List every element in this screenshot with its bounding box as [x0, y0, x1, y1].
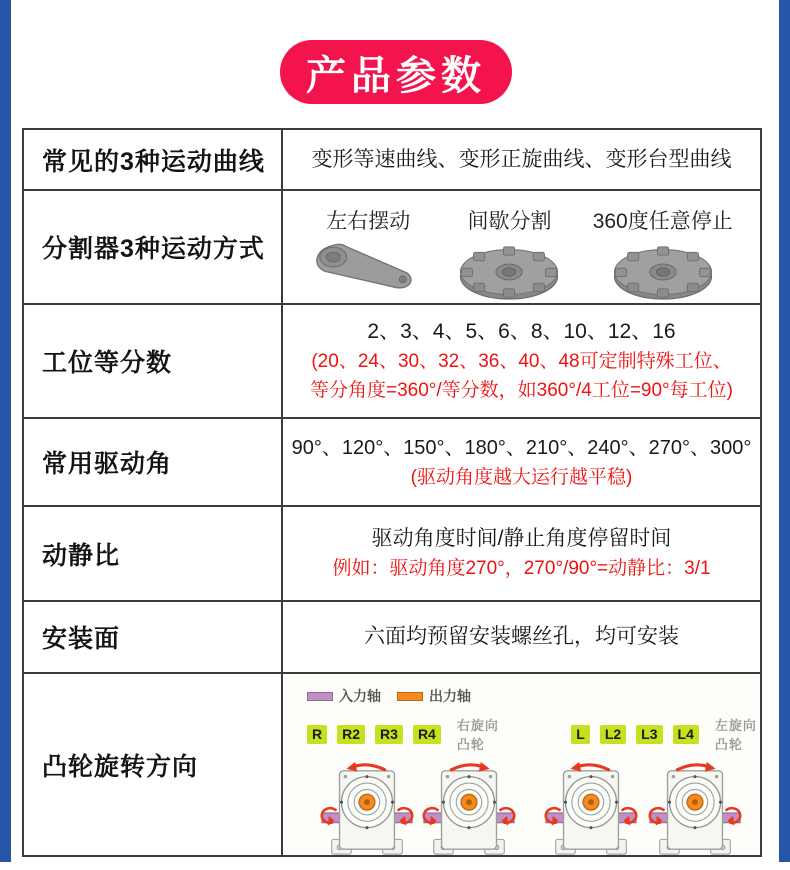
mounting-face-value: 六面均预留安装螺丝孔，均可安装 [364, 625, 679, 648]
row-value-motion-curves [283, 130, 760, 191]
product-parameters-table [22, 128, 762, 857]
cam-code-chip: L3 [636, 725, 662, 744]
output-shaft-swatch [397, 692, 423, 701]
motion-mode-intermittent [453, 205, 565, 305]
cam-rotation-diagram [283, 674, 760, 855]
motion-caption: 360度任意停止 [592, 210, 733, 233]
row-label-cam-rotation: 凸轮旋转方向 [24, 674, 283, 855]
row-label-mounting-face: 安装面 [24, 602, 283, 674]
motion-caption: 间歇分割 [467, 210, 552, 233]
station-divisions-note: (20、24、30、32、36、40、48可定制特殊工位、 [311, 351, 732, 372]
motion-caption: 左右摆动 [326, 210, 411, 233]
row-value-mounting-face [283, 602, 760, 674]
cam-code-rows [307, 715, 760, 753]
shaft-legend [307, 686, 760, 706]
input-shaft-label: 入力轴 [339, 688, 381, 704]
cam-code-chip: R2 [337, 725, 365, 744]
gear-unit-icon [543, 759, 639, 861]
gear-units-row [319, 759, 760, 861]
gear-unit-icon [647, 759, 743, 861]
section-title-badge [280, 40, 512, 104]
cam-code-chip: R3 [375, 725, 403, 744]
right-hand-cam-group [307, 715, 501, 753]
cam-code-chip: L2 [600, 725, 626, 744]
row-label-motion-modes: 分割器3种运动方式 [24, 191, 283, 305]
station-divisions-note: 等分角度=360°/等分数，如360°/4工位=90°每工位) [310, 380, 733, 401]
row-value-drive-angles [283, 419, 760, 507]
drive-angles-note: (驱动角度越大运行越平稳) [410, 466, 633, 488]
right-accent-bar [779, 0, 790, 862]
right-hand-cam-caption: 右旋向凸轮 [456, 718, 499, 752]
dwell-ratio-note: 例如：驱动角度270°，270°/90°=动静比：3/1 [332, 558, 711, 579]
output-shaft-label: 出力轴 [429, 688, 471, 704]
row-value-motion-modes [283, 191, 760, 305]
left-hand-cam-group [571, 715, 760, 753]
swing-arm-icon [310, 239, 426, 293]
left-hand-cam-caption: 左旋向凸轮 [714, 718, 757, 752]
motion-mode-swing [310, 205, 426, 293]
row-value-station-divisions [283, 305, 760, 419]
row-label-drive-angles: 常用驱动角 [24, 419, 283, 507]
left-accent-bar [0, 0, 11, 862]
input-shaft-swatch [307, 692, 333, 701]
cam-code-chip: R4 [413, 725, 441, 744]
row-label-station-divisions: 工位等分数 [24, 305, 283, 419]
index-disc-icon [453, 239, 565, 305]
dwell-ratio-value: 驱动角度时间/静止角度停留时间 [371, 527, 672, 550]
row-label-motion-curves: 常见的3种运动曲线 [24, 130, 283, 191]
station-divisions-value: 2、3、4、5、6、8、10、12、16 [367, 320, 676, 343]
page-title: 产品参数 [306, 53, 486, 98]
gear-unit-icon [319, 759, 415, 861]
cam-code-chip: L4 [673, 725, 699, 744]
motion-mode-360-stop [593, 205, 733, 305]
drive-angles-value: 90°、120°、150°、180°、210°、240°、270°、300° [291, 436, 752, 459]
cam-code-chip: R [307, 725, 327, 744]
index-disc-icon [607, 239, 719, 305]
gear-unit-icon [421, 759, 517, 861]
cam-code-chip: L [571, 725, 590, 744]
row-value-dwell-ratio [283, 507, 760, 602]
row-label-dwell-ratio: 动静比 [24, 507, 283, 602]
motion-curves-value: 变形等速曲线、变形正旋曲线、变形台型曲线 [311, 147, 732, 171]
